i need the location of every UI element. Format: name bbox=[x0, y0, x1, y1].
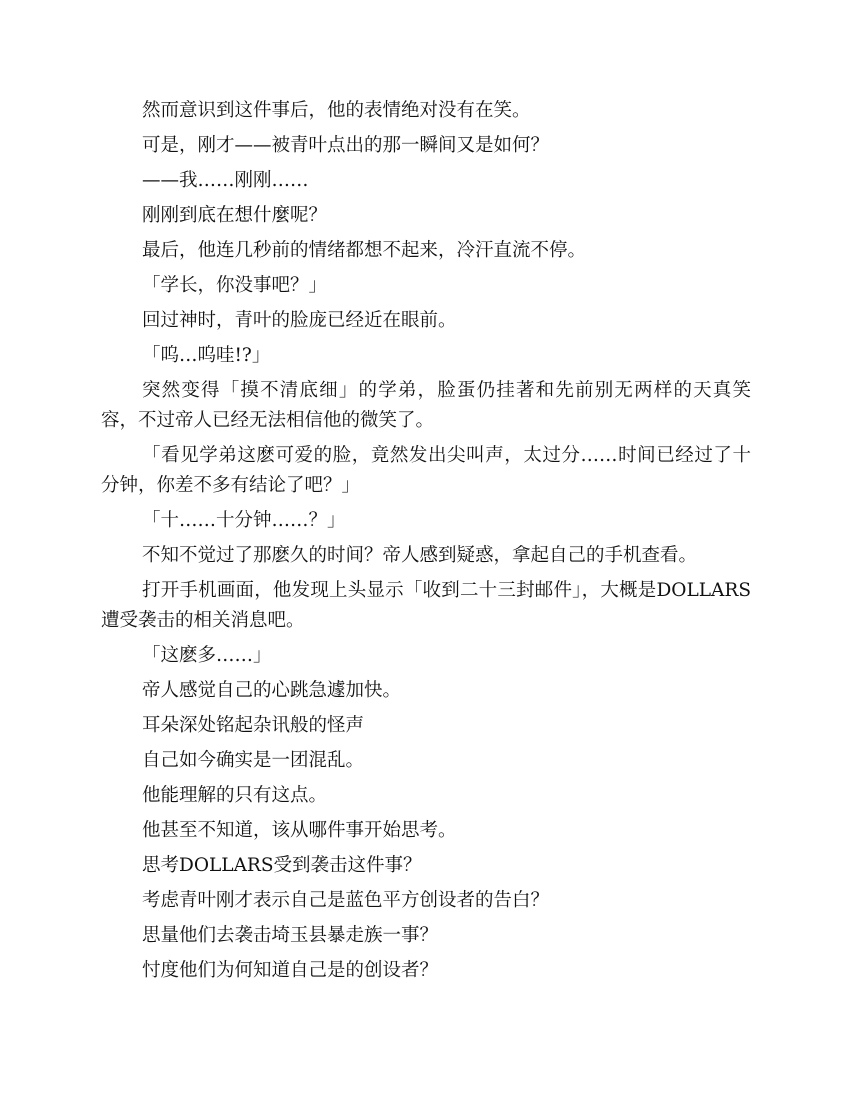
paragraph: 耳朵深处铭起杂讯般的怪声 bbox=[142, 715, 365, 736]
paragraph: 忖度他们为何知道自己是的创设者？ bbox=[142, 960, 439, 981]
paragraph: 可是，刚才——被青叶点出的那一瞬间又是如何？ bbox=[142, 135, 550, 156]
paragraph: 「这麽多……」 bbox=[142, 645, 272, 666]
paragraph: ——我……刚刚…… bbox=[142, 170, 309, 191]
paragraph: 最后，他连几秒前的情绪都想不起来，冷汗直流不停。 bbox=[142, 240, 587, 261]
paragraph: 考虑青叶刚才表示自己是蓝色平方创设者的告白？ bbox=[142, 890, 550, 911]
paragraph: 然而意识到这件事后，他的表情绝对没有在笑。 bbox=[142, 100, 531, 121]
paragraph: 思量他们去袭击埼玉县暴走族一事？ bbox=[142, 925, 439, 946]
paragraph: 「看见学弟这麽可爱的脸，竟然发出尖叫声，太过分……时间已经过了十分钟，你差不多有结论了吧？」 bbox=[101, 445, 751, 496]
paragraph: 「十……十分钟……？」 bbox=[142, 510, 346, 531]
paragraph: 帝人感觉自己的心跳急遽加快。 bbox=[142, 680, 402, 701]
paragraph: 「呜…呜哇!?」 bbox=[142, 345, 271, 366]
paragraph: 打开手机画面，他发现上头显示「收到二十三封邮件」，大概是DOLLARS遭受袭击的相关消息吧。 bbox=[101, 580, 751, 631]
paragraph: 不知不觉过了那麽久的时间？帝人感到疑惑，拿起自己的手机查看。 bbox=[142, 545, 698, 566]
paragraph: 他甚至不知道，该从哪件事开始思考。 bbox=[142, 820, 457, 841]
paragraph: 思考DOLLARS受到袭击这件事？ bbox=[142, 855, 422, 876]
paragraph: 自己如今确实是一团混乱。 bbox=[142, 750, 365, 771]
paragraph: 刚刚到底在想什麼呢？ bbox=[142, 205, 328, 226]
paragraph: 他能理解的只有这点。 bbox=[142, 785, 328, 806]
document-page bbox=[101, 96, 751, 991]
paragraph: 突然变得「摸不清底细」的学弟，脸蛋仍挂著和先前别无两样的天真笑容，不过帝人已经无法相信他的微笑了。 bbox=[101, 380, 751, 431]
paragraph: 回过神时，青叶的脸庞已经近在眼前。 bbox=[142, 310, 457, 331]
paragraph: 「学长，你没事吧？」 bbox=[142, 275, 328, 296]
